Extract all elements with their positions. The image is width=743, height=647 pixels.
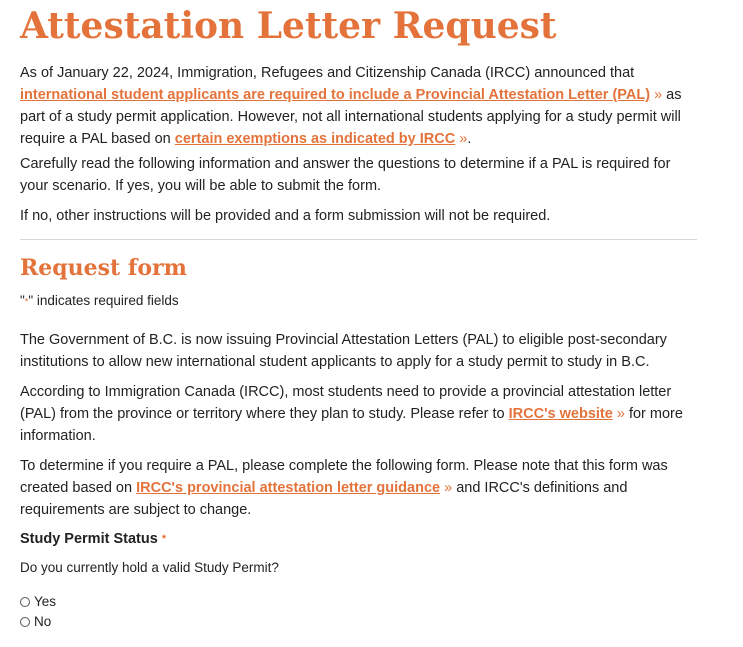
form-paragraph-1: The Government of B.C. is now issuing Provincial Attestation Letters (PAL) to eligible post-secondary institutions to allow new international student applicants to apply for a study permit to study in B.C. — [20, 332, 667, 370]
radio-option-no[interactable] — [20, 612, 51, 632]
required-star-icon: * — [161, 533, 167, 546]
form-p3-text-a: To determine if you require a PAL, please complete the following form. Please note that this form was created based on — [20, 458, 668, 496]
external-link-icon: » — [444, 480, 453, 496]
intro-paragraph-2: Carefully read the following information and answer the questions to determine if a PAL is required for your scenario. If yes, you will be able to submit the form. — [20, 156, 671, 194]
intro-p1-text-b: as part of a study permit application. However, not all international students applying for a study permit will require a PAL based on — [20, 87, 682, 147]
external-link-icon: » — [459, 131, 468, 147]
section-divider — [20, 239, 697, 240]
intro-paragraph-1 — [20, 62, 700, 150]
page-title: Attestation Letter Request — [20, 5, 557, 47]
required-note-quote-open: " — [20, 293, 25, 308]
form-p2-text-b: for more information. — [20, 406, 683, 444]
form-p2-text-a: According to Immigration Canada (IRCC), most students need to provide a provincial attestation letter (PAL) from the province or territory where they plan to study. Please refer to — [20, 384, 672, 422]
ircc-pal-guidance-link[interactable]: IRCC's provincial attestation letter guidance — [136, 480, 441, 496]
ircc-website-link[interactable]: IRCC's website — [508, 406, 613, 422]
form-paragraph-3 — [20, 455, 700, 521]
external-link-icon: » — [616, 406, 625, 422]
intro-p1-text-a: As of January 22, 2024, Immigration, Refugees and Citizenship Canada (IRCC) announced that — [20, 65, 635, 81]
pal-requirement-link[interactable]: international student applicants are required to include a Provincial Attestation Letter (PAL) — [20, 87, 651, 103]
ircc-exemptions-link[interactable]: certain exemptions as indicated by IRCC — [174, 131, 456, 147]
study-permit-question: Do you currently hold a valid Study Permit? — [20, 560, 279, 575]
required-fields-note — [20, 291, 179, 311]
radio-button-yes[interactable] — [20, 597, 30, 607]
external-link-icon: » — [654, 87, 663, 103]
radio-label-yes: Yes — [34, 594, 57, 609]
field-label-text: Study Permit Status — [20, 531, 158, 547]
form-p3-text-b: and IRCC's definitions and requirements are subject to change. — [20, 480, 628, 518]
required-note-text: " indicates required fields — [28, 293, 179, 308]
intro-paragraph-3: If no, other instructions will be provided and a form submission will not be required. — [20, 208, 551, 224]
intro-p1-end: . — [467, 131, 472, 147]
required-star-icon: * — [24, 296, 29, 307]
radio-label-no: No — [34, 614, 52, 629]
radio-option-yes[interactable] — [20, 592, 56, 612]
study-permit-status-label — [20, 528, 166, 550]
form-paragraph-2 — [20, 381, 700, 447]
form-heading: Request form — [20, 255, 187, 281]
radio-button-no[interactable] — [20, 617, 30, 627]
